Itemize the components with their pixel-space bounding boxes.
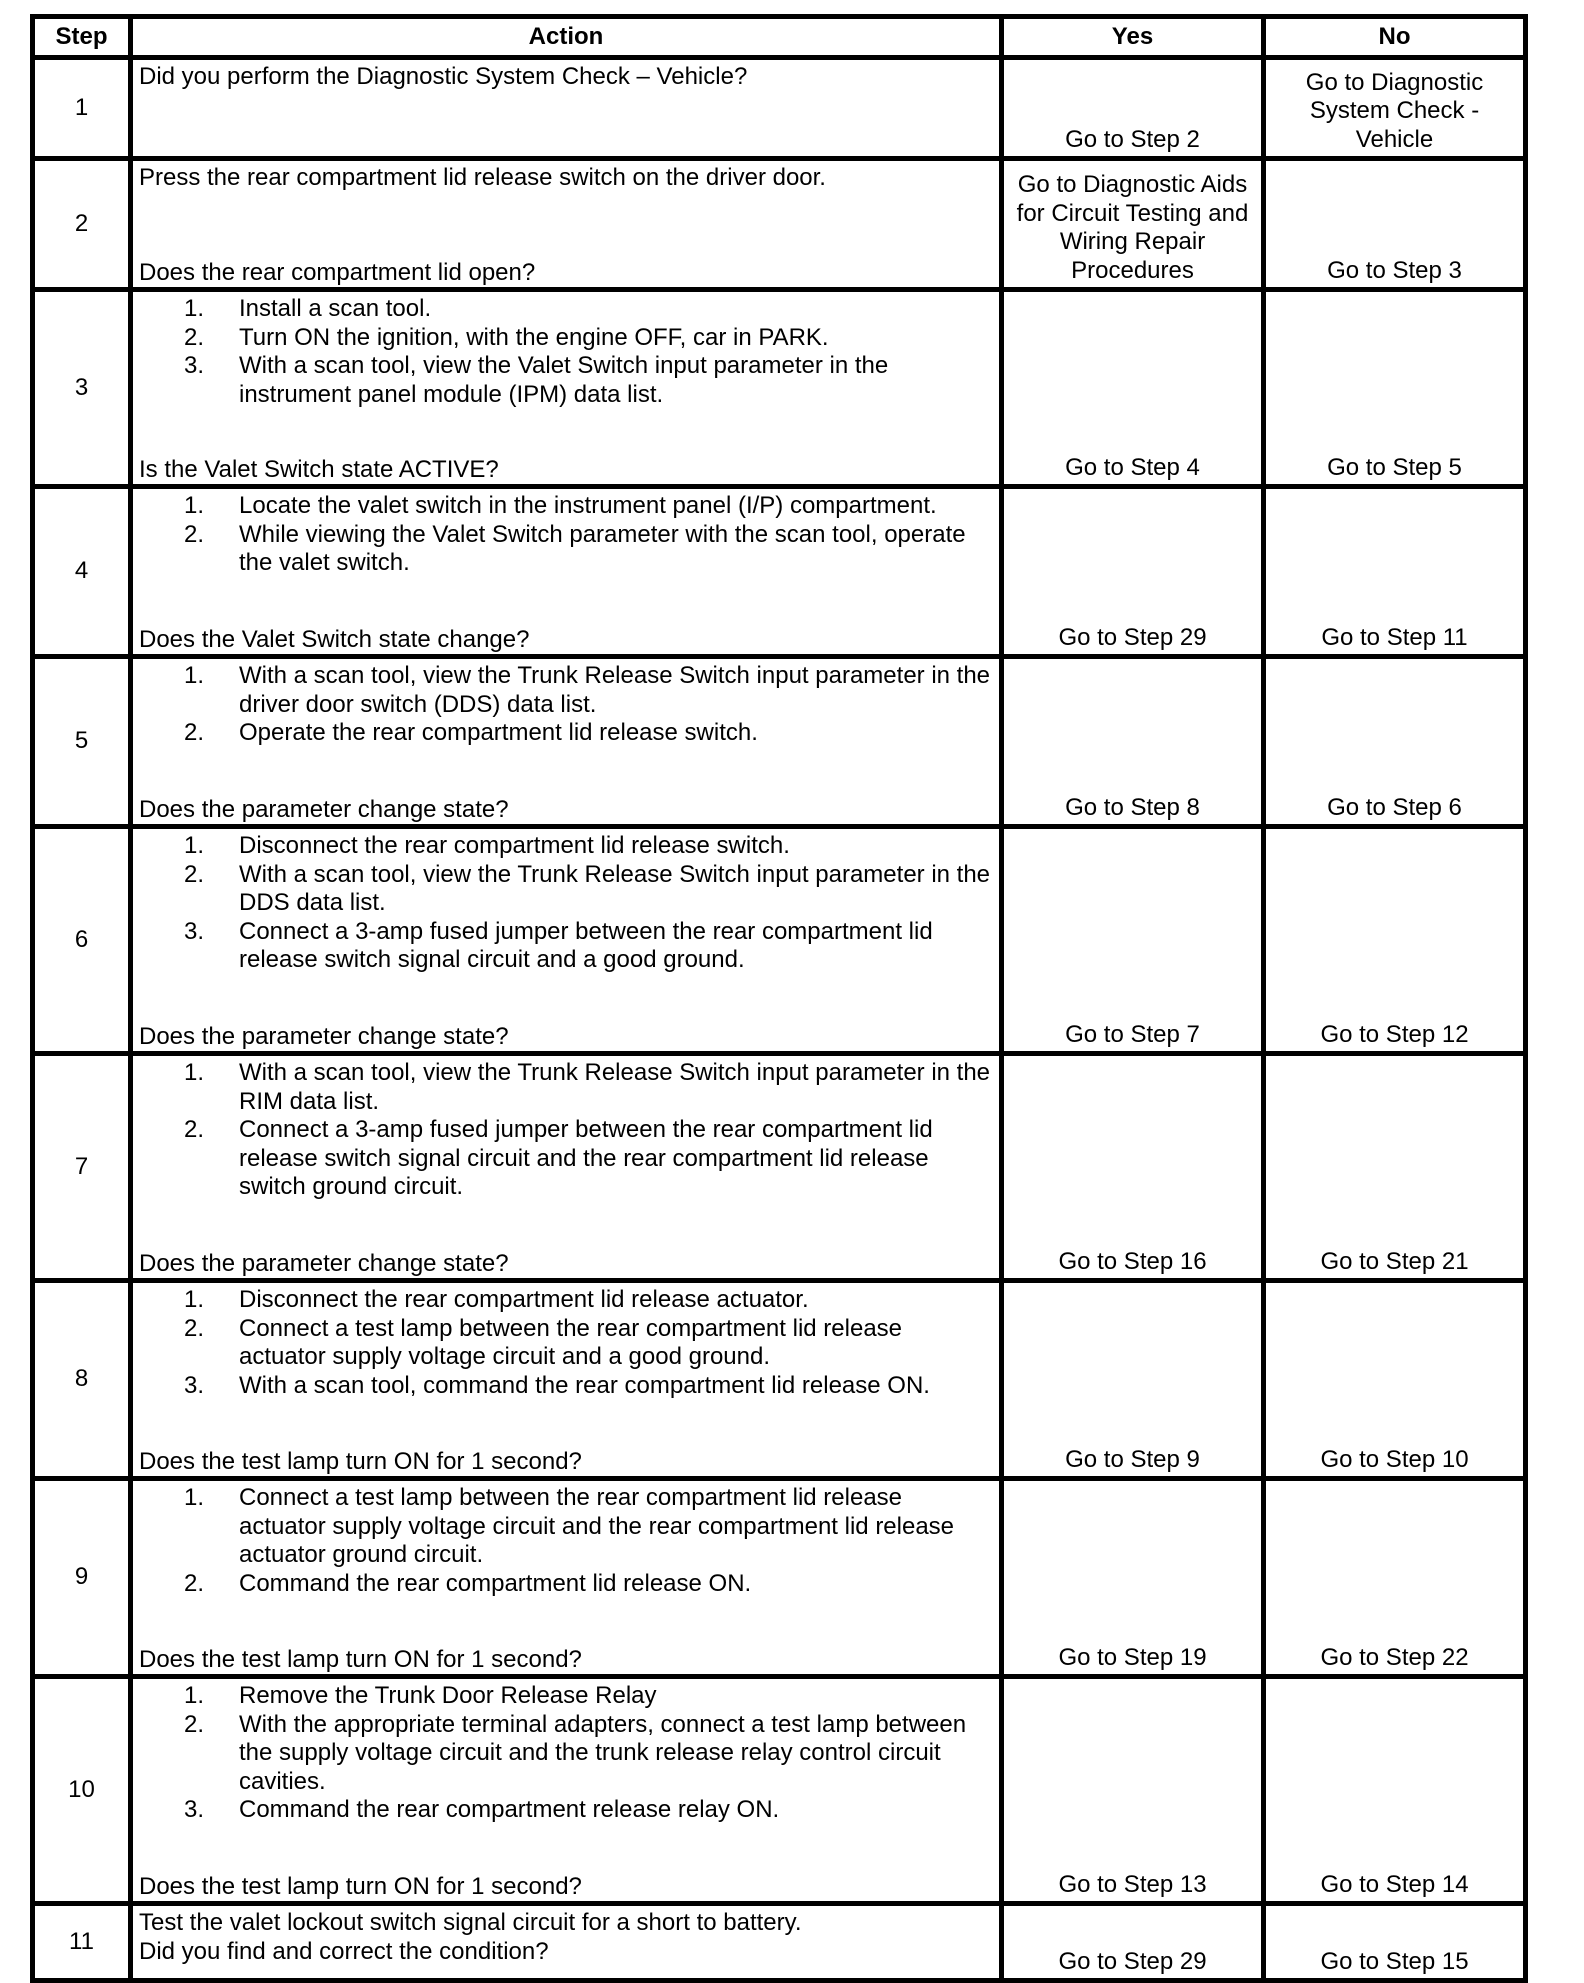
list-item-number: 2. xyxy=(184,1710,205,1738)
diagnostic-document xyxy=(30,14,1528,1983)
action-text: Press the rear compartment lid release switch on the driver door. xyxy=(139,164,826,191)
list-item-number: 1. xyxy=(184,1286,205,1313)
list-item-text: Disconnect the rear compartment lid release actuator. xyxy=(239,1286,809,1313)
table-row xyxy=(33,1054,1526,1281)
header-row xyxy=(33,17,1526,58)
no-result: Go to Diagnostic System Check - Vehicle xyxy=(1264,58,1526,159)
yes-result: Go to Step 8 xyxy=(1002,657,1264,827)
action-question: Does the parameter change state? xyxy=(139,795,509,823)
list-item xyxy=(139,295,993,324)
list-item-number: 1. xyxy=(184,832,205,859)
table-row xyxy=(33,1677,1526,1904)
no-result: Go to Step 11 xyxy=(1264,487,1526,657)
list-item xyxy=(139,1484,993,1570)
table-row xyxy=(33,290,1526,487)
yes-result: Go to Step 16 xyxy=(1002,1054,1264,1281)
list-item-number: 3. xyxy=(184,1371,205,1399)
list-item-text: With a scan tool, view the Valet Switch input parameter in the instrument panel module (IPM) data list. xyxy=(239,352,889,408)
diagnostic-table xyxy=(30,14,1528,1983)
list-item-number: 2. xyxy=(184,1569,205,1597)
action-cell xyxy=(131,487,1002,657)
no-result: Go to Step 22 xyxy=(1264,1479,1526,1677)
action-list xyxy=(139,1286,993,1400)
action-list xyxy=(139,1682,993,1825)
yes-result: Go to Diagnostic Aids for Circuit Testing and Wiring Repair Procedures xyxy=(1002,159,1264,290)
yes-result: Go to Step 9 xyxy=(1002,1281,1264,1479)
list-item-number: 2. xyxy=(184,520,205,548)
no-result: Go to Step 10 xyxy=(1264,1281,1526,1479)
header-step: Step xyxy=(33,17,131,58)
step-number: 10 xyxy=(33,1677,131,1904)
action-question: Does the Valet Switch state change? xyxy=(139,625,530,653)
action-cell xyxy=(131,58,1002,159)
yes-result: Go to Step 29 xyxy=(1002,1904,1264,1981)
list-item xyxy=(139,832,993,861)
list-item-number: 1. xyxy=(184,1484,205,1511)
table-row xyxy=(33,487,1526,657)
no-result: Go to Step 6 xyxy=(1264,657,1526,827)
table-row xyxy=(33,1479,1526,1677)
action-question: Does the test lamp turn ON for 1 second? xyxy=(139,1447,582,1475)
list-item-text: Connect a test lamp between the rear compartment lid release actuator supply voltage circuit and a good ground. xyxy=(239,1314,903,1370)
list-item-number: 2. xyxy=(184,719,205,746)
yes-result: Go to Step 2 xyxy=(1002,58,1264,159)
list-item xyxy=(139,521,993,578)
table-body xyxy=(33,58,1526,1981)
list-item-text: With the appropriate terminal adapters, connect a test lamp between the supply voltage circuit and the trunk release relay control circuit cavities. xyxy=(239,1710,967,1795)
list-item xyxy=(139,662,993,719)
list-item xyxy=(139,1711,993,1797)
list-item xyxy=(139,1570,993,1599)
list-item-text: Connect a test lamp between the rear compartment lid release actuator supply voltage circuit and the rear compartment lid release actuator ground circuit. xyxy=(239,1484,955,1568)
no-result: Go to Step 15 xyxy=(1264,1904,1526,1981)
table-row xyxy=(33,657,1526,827)
action-question: Does the test lamp turn ON for 1 second? xyxy=(139,1645,582,1673)
list-item xyxy=(139,1372,993,1401)
action-question: Does the parameter change state? xyxy=(139,1022,509,1050)
list-item xyxy=(139,719,993,748)
yes-result: Go to Step 29 xyxy=(1002,487,1264,657)
yes-result: Go to Step 7 xyxy=(1002,827,1264,1054)
list-item-text: Connect a 3-amp fused jumper between the rear compartment lid release switch signal circuit and a good ground. xyxy=(239,917,933,973)
step-number: 5 xyxy=(33,657,131,827)
step-number: 4 xyxy=(33,487,131,657)
action-cell xyxy=(131,657,1002,827)
list-item-text: Connect a 3-amp fused jumper between the rear compartment lid release switch signal circuit and the rear compartment lid release switch ground circuit. xyxy=(239,1116,933,1200)
list-item-number: 3. xyxy=(184,917,205,945)
list-item-text: Turn ON the ignition, with the engine OFF, car in PARK. xyxy=(239,323,829,351)
list-item-text: Install a scan tool. xyxy=(239,295,432,322)
action-cell xyxy=(131,159,1002,290)
list-item-number: 1. xyxy=(184,295,205,322)
action-list xyxy=(139,492,993,578)
list-item xyxy=(139,861,993,918)
list-item xyxy=(139,1059,993,1116)
step-number: 6 xyxy=(33,827,131,1054)
step-number: 7 xyxy=(33,1054,131,1281)
action-cell xyxy=(131,1281,1002,1479)
list-item xyxy=(139,1286,993,1315)
list-item-text: With a scan tool, view the Trunk Release Switch input parameter in the driver door switch (DDS) data list. xyxy=(239,662,991,718)
action-cell xyxy=(131,1054,1002,1281)
header-action: Action xyxy=(131,17,1002,58)
action-question: Is the Valet Switch state ACTIVE? xyxy=(139,455,499,483)
list-item-text: Operate the rear compartment lid release switch. xyxy=(239,719,758,746)
list-item-number: 3. xyxy=(184,1796,205,1823)
action-cell xyxy=(131,827,1002,1054)
header-yes: Yes xyxy=(1002,17,1264,58)
action-text: Did you perform the Diagnostic System Check – Vehicle? xyxy=(139,63,748,90)
list-item-number: 2. xyxy=(184,1314,205,1342)
table-row xyxy=(33,1904,1526,1981)
list-item-text: With a scan tool, view the Trunk Release Switch input parameter in the DDS data list. xyxy=(239,860,991,916)
step-number: 8 xyxy=(33,1281,131,1479)
yes-result: Go to Step 4 xyxy=(1002,290,1264,487)
action-text: Test the valet lockout switch signal circuit for a short to battery. xyxy=(139,1909,802,1936)
list-item xyxy=(139,492,993,521)
action-cell xyxy=(131,1904,1002,1981)
list-item xyxy=(139,1315,993,1372)
list-item xyxy=(139,1116,993,1202)
list-item-number: 2. xyxy=(184,1116,205,1143)
list-item-text: Command the rear compartment lid release ON. xyxy=(239,1569,752,1597)
list-item xyxy=(139,324,993,353)
list-item-text: With a scan tool, command the rear compartment lid release ON. xyxy=(239,1371,930,1399)
action-question: Does the rear compartment lid open? xyxy=(139,258,536,286)
action-text: Did you find and correct the condition? xyxy=(139,1937,549,1965)
list-item xyxy=(139,1682,993,1711)
list-item-text: While viewing the Valet Switch parameter with the scan tool, operate the valet switch. xyxy=(239,520,966,576)
list-item-number: 1. xyxy=(184,1059,205,1086)
action-list xyxy=(139,832,993,975)
list-item-text: Disconnect the rear compartment lid release switch. xyxy=(239,832,790,859)
step-number: 11 xyxy=(33,1904,131,1981)
action-list xyxy=(139,1059,993,1202)
step-number: 2 xyxy=(33,159,131,290)
list-item-number: 1. xyxy=(184,1682,205,1709)
list-item xyxy=(139,918,993,975)
list-item-text: Locate the valet switch in the instrument panel (I/P) compartment. xyxy=(239,492,937,519)
step-number: 1 xyxy=(33,58,131,159)
action-question: Does the parameter change state? xyxy=(139,1249,509,1277)
table-row xyxy=(33,58,1526,159)
table-row xyxy=(33,159,1526,290)
table-row xyxy=(33,1281,1526,1479)
list-item-text: With a scan tool, view the Trunk Release Switch input parameter in the RIM data list. xyxy=(239,1059,991,1115)
list-item-number: 2. xyxy=(184,860,205,888)
yes-result: Go to Step 19 xyxy=(1002,1479,1264,1677)
list-item-number: 3. xyxy=(184,352,205,379)
list-item xyxy=(139,352,993,409)
list-item-number: 2. xyxy=(184,323,205,351)
list-item-number: 1. xyxy=(184,492,205,519)
list-item-number: 1. xyxy=(184,662,205,689)
no-result: Go to Step 5 xyxy=(1264,290,1526,487)
no-result: Go to Step 14 xyxy=(1264,1677,1526,1904)
header-no: No xyxy=(1264,17,1526,58)
action-cell xyxy=(131,1479,1002,1677)
step-number: 9 xyxy=(33,1479,131,1677)
action-cell xyxy=(131,1677,1002,1904)
action-list xyxy=(139,662,993,748)
no-result: Go to Step 21 xyxy=(1264,1054,1526,1281)
no-result: Go to Step 12 xyxy=(1264,827,1526,1054)
yes-result: Go to Step 13 xyxy=(1002,1677,1264,1904)
action-question: Does the test lamp turn ON for 1 second? xyxy=(139,1872,582,1900)
list-item-text: Remove the Trunk Door Release Relay xyxy=(239,1682,657,1709)
step-number: 3 xyxy=(33,290,131,487)
list-item xyxy=(139,1796,993,1825)
action-cell xyxy=(131,290,1002,487)
action-list xyxy=(139,295,993,409)
list-item-text: Command the rear compartment release relay ON. xyxy=(239,1796,780,1823)
no-result: Go to Step 3 xyxy=(1264,159,1526,290)
table-row xyxy=(33,827,1526,1054)
action-list xyxy=(139,1484,993,1598)
